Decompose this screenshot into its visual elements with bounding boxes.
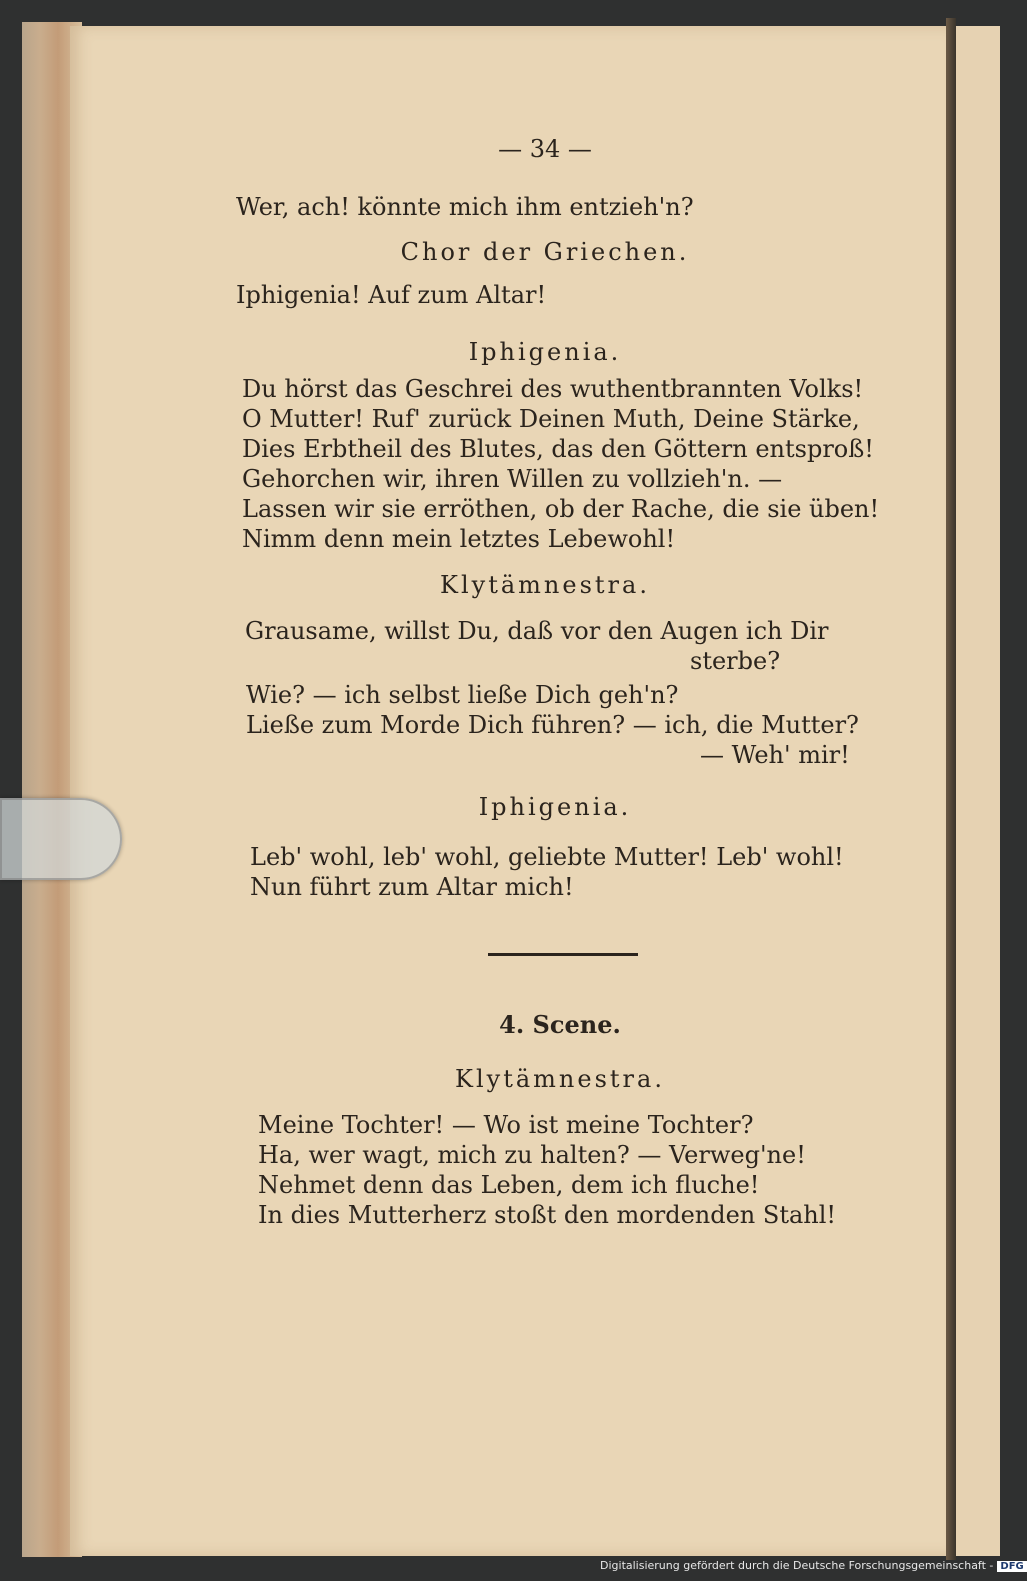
section-divider xyxy=(488,953,638,956)
verse-line: Dies Erbtheil des Blutes, das den Göttern entsproß! xyxy=(242,435,874,463)
verse-line: Nimm denn mein letztes Lebewohl! xyxy=(242,525,676,553)
speaker-heading: Klytämnestra. xyxy=(440,571,650,599)
verse-line: — Weh' mir! xyxy=(700,741,850,769)
verse-line: Iphigenia! Auf zum Altar! xyxy=(236,281,547,309)
footer-credit xyxy=(600,1559,1027,1572)
verse-line: Leb' wohl, leb' wohl, geliebte Mutter! Leb' wohl! xyxy=(250,843,844,871)
verse-line: Meine Tochter! — Wo ist meine Tochter? xyxy=(258,1111,754,1139)
speaker-heading: Iphigenia. xyxy=(468,338,622,366)
footer-text: Digitalisierung gefördert durch die Deutsche Forschungsgemeinschaft - xyxy=(600,1559,994,1572)
verse-line: Lassen wir sie erröthen, ob der Rache, die sie üben! xyxy=(242,495,880,523)
verse-line: Gehorchen wir, ihren Willen zu vollzieh'n. — xyxy=(242,465,783,493)
verse-line: Wie? — ich selbst ließe Dich geh'n? xyxy=(246,681,679,709)
speaker-heading: Iphigenia. xyxy=(478,793,632,821)
verse-line: O Mutter! Ruf' zurück Deinen Muth, Deine Stärke, xyxy=(242,405,860,433)
scene-heading: 4. Scene. xyxy=(499,1010,621,1039)
verse-line: Du hörst das Geschrei des wuthentbrannten Volks! xyxy=(242,375,864,403)
verse-line: Nehmet denn das Leben, dem ich fluche! xyxy=(258,1171,760,1199)
verse-line: sterbe? xyxy=(690,647,781,675)
verse-line: Ha, wer wagt, mich zu halten? — Verweg'ne! xyxy=(258,1141,806,1169)
verse-line: Nun führt zum Altar mich! xyxy=(250,873,574,901)
page-number: — 34 — xyxy=(498,135,592,163)
book-gutter xyxy=(946,18,956,1560)
verse-line: Wer, ach! könnte mich ihm entzieh'n? xyxy=(236,193,694,221)
dfg-logo: DFG xyxy=(997,1561,1026,1572)
verse-line: In dies Mutterherz stoßt den mordenden Stahl! xyxy=(258,1201,837,1229)
next-page-edge xyxy=(956,26,1000,1556)
bookmark-clip xyxy=(0,770,122,910)
speaker-heading: Chor der Griechen. xyxy=(400,238,690,266)
verse-line: Ließe zum Morde Dich führen? — ich, die Mutter? xyxy=(246,711,859,739)
verse-line: Grausame, willst Du, daß vor den Augen ich Dir xyxy=(245,617,829,645)
speaker-heading: Klytämnestra. xyxy=(455,1065,665,1093)
